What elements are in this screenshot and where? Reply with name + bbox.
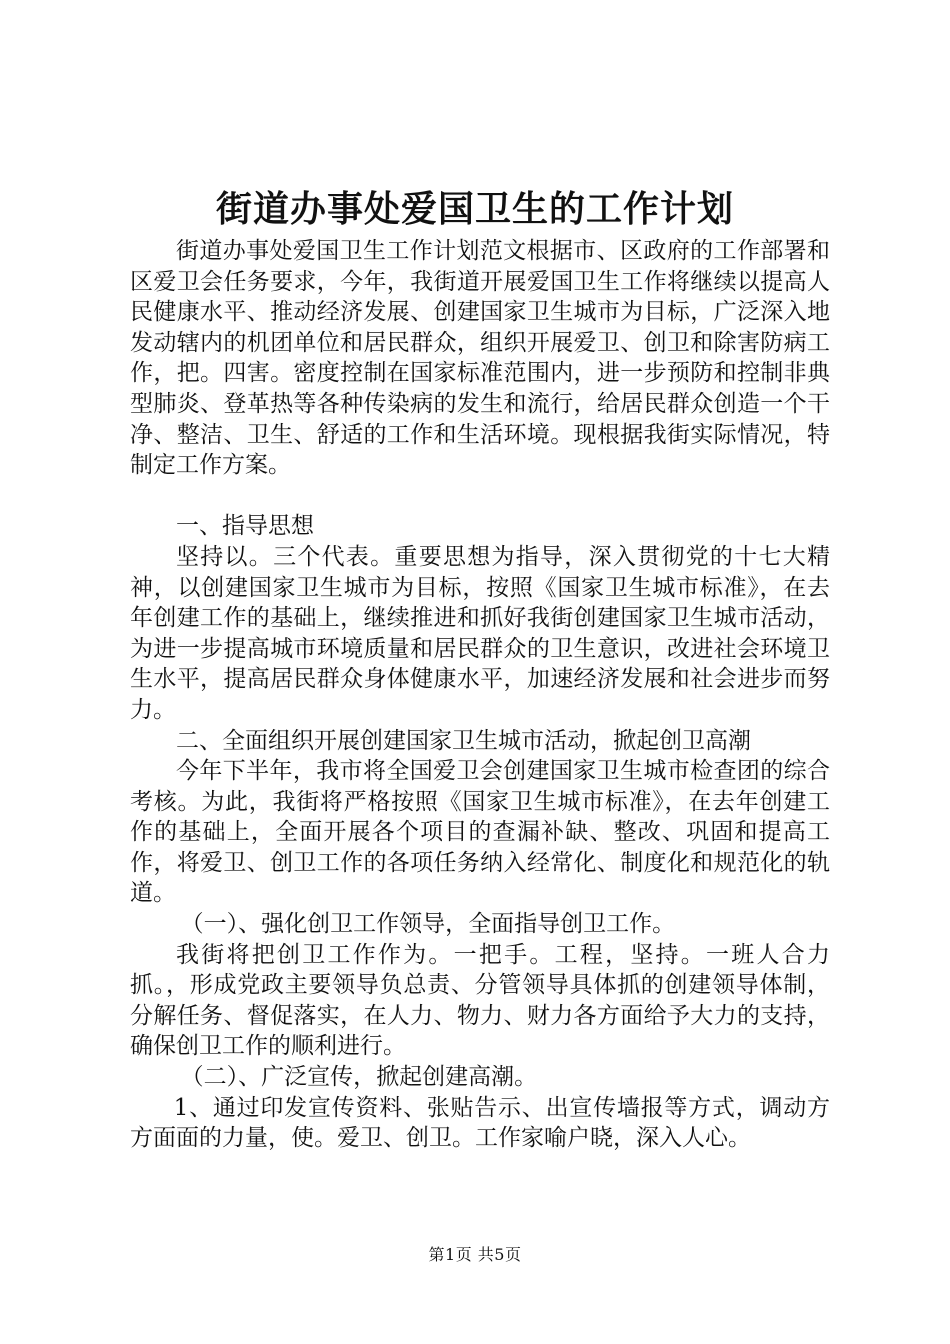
leadership-paragraph: 我街将把创卫工作作为。一把手。工程，坚持。一班人合力抓。，形成党政主要领导负总责、分管领导具体抓的创建领导体制，分解任务、督促落实，在人力、物力、财力各方面给予大力的支持，确保创卫工作的顺利进行。 bbox=[130, 941, 830, 1060]
intro-paragraph: 街道办事处爱国卫生工作计划范文根据市、区政府的工作部署和区爱卫会任务要求，今年，我街道开展爱国卫生工作将继续以提高人民健康水平、推动经济发展、创建国家卫生城市为目标，广泛深入地发动辖内的机团单位和居民群众，组织开展爱卫、创卫和除害防病工作，把。四害。密度控制在国家标准范围内，进一步预防和控制非典型肺炎、登革热等各种传染病的发生和流行，给居民群众创造一个干净、整洁、卫生、舒适的工作和生活环境。现根据我街实际情况，特制定工作方案。 bbox=[130, 238, 830, 479]
guiding-thought-paragraph: 坚持以。三个代表。重要思想为指导，深入贯彻党的十七大精神，以创建国家卫生城市为目标，按照《国家卫生城市标准》，在去年创建工作的基础上，继续推进和抓好我街创建国家卫生城市活动，为进一步提高城市环境质量和居民群众的卫生意识，改进社会环境卫生水平，提高居民群众身体健康水平，加速经济发展和社会进步而努力。 bbox=[130, 543, 830, 723]
section-heading-campaign: 二、全面组织开展创建国家卫生城市活动，掀起创卫高潮 bbox=[176, 727, 751, 754]
subsection-heading-leadership: （一）、强化创卫工作领导，全面指导创卫工作。 bbox=[180, 911, 676, 938]
document-title: 街道办事处爱国卫生的工作计划 bbox=[215, 188, 734, 230]
publicity-item-1: 1、通过印发宣传资料、张贴告示、出宣传墙报等方式，调动方方面面的力量，使。爱卫、创卫。工作家喻户晓，深入人心。 bbox=[130, 1094, 830, 1152]
page-number-footer: 第1页 共5页 bbox=[428, 1245, 522, 1264]
section-heading-guiding-thought: 一、指导思想 bbox=[176, 513, 314, 540]
campaign-paragraph: 今年下半年，我市将全国爱卫会创建国家卫生城市检查团的综合考核。为此，我街将严格按照《国家卫生城市标准》，在去年创建工作的基础上，全面开展各个项目的查漏补缺、整改、巩固和提高工作，将爱卫、创卫工作的各项任务纳入经常化、制度化和规范化的轨道。 bbox=[130, 758, 830, 907]
subsection-heading-publicity: （二）、广泛宣传，掀起创建高潮。 bbox=[180, 1064, 538, 1091]
document-body bbox=[130, 236, 830, 1154]
